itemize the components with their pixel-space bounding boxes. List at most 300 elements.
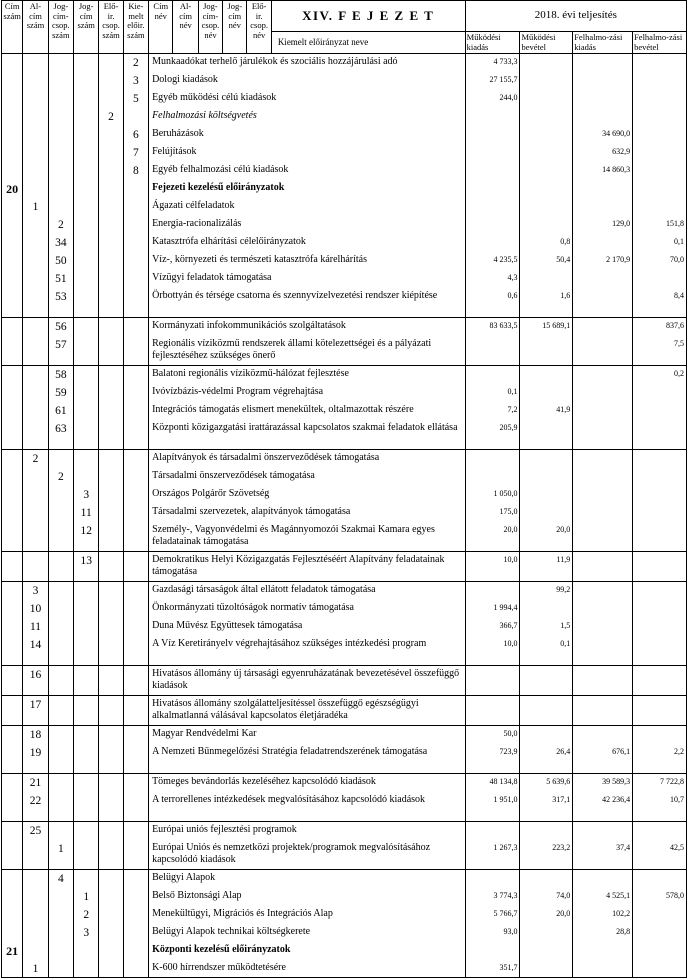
cell-mukodesi-kiadas: 351,7 <box>465 960 520 978</box>
table-row <box>2 522 687 552</box>
cell-felhalmozasi-kiadas <box>573 504 633 522</box>
budget-table <box>1 0 687 978</box>
cell-item-name: Menekültügyi, Migrációs és Integrációs Alap <box>149 906 466 924</box>
table-row <box>2 600 687 618</box>
cell-alcim-szam <box>23 522 48 552</box>
cell-item-name: Személy-, Vagyonvédelmi és Magánnyomozói Szakmai Kamara egyes feladatainak támogatása <box>149 522 466 552</box>
cell-eloircsop-szam <box>99 216 123 234</box>
cell-eloircsop-szam <box>99 126 123 144</box>
cell-mukodesi-kiadas: 10,0 <box>465 636 520 666</box>
cell-alcim-szam: 18 <box>23 726 48 744</box>
cell-jogcim-szam <box>74 420 99 450</box>
table-row <box>2 906 687 924</box>
cell-eloircsop-szam <box>99 600 123 618</box>
cell-alcim-szam <box>23 840 48 870</box>
cell-jogcimcsop-szam <box>48 180 73 198</box>
cell-mukodesi-kiadas: 1 050,0 <box>465 486 520 504</box>
cell-item-name: Munkaadókat terhelő járulékok és szociális hozzájárulási adó <box>149 54 466 72</box>
cell-kiemelt-szam: 8 <box>123 162 148 180</box>
cell-felhalmozasi-kiadas <box>573 696 633 726</box>
cell-jogcim-szam <box>74 636 99 666</box>
cell-mukodesi-kiadas: 27 155,7 <box>465 72 520 90</box>
table-row <box>2 870 687 888</box>
cell-eloircsop-szam <box>99 252 123 270</box>
cell-mukodesi-bevetel <box>520 144 573 162</box>
cell-cim-szam <box>2 618 23 636</box>
cell-jogcimcsop-szam <box>48 618 73 636</box>
cell-jogcim-szam <box>74 108 99 126</box>
cell-felhalmozasi-bevetel <box>633 468 687 486</box>
cell-mukodesi-kiadas <box>465 336 520 366</box>
cell-jogcim-szam: 1 <box>74 888 99 906</box>
cell-kiemelt-szam <box>123 774 148 792</box>
cell-felhalmozasi-bevetel <box>633 726 687 744</box>
cell-felhalmozasi-bevetel <box>633 696 687 726</box>
cell-mukodesi-kiadas: 366,7 <box>465 618 520 636</box>
cell-felhalmozasi-bevetel: 7 722,8 <box>633 774 687 792</box>
cell-kiemelt-szam <box>123 636 148 666</box>
cell-alcim-szam: 22 <box>23 792 48 822</box>
cell-kiemelt-szam <box>123 504 148 522</box>
cell-item-name: Országos Polgárőr Szövetség <box>149 486 466 504</box>
cell-item-name: Egyéb felhalmozási célú kiadások <box>149 162 466 180</box>
cell-mukodesi-bevetel <box>520 366 573 384</box>
cell-jogcimcsop-szam <box>48 744 73 774</box>
cell-kiemelt-szam <box>123 792 148 822</box>
cell-mukodesi-bevetel: 20,0 <box>520 522 573 552</box>
table-row <box>2 552 687 582</box>
cell-felhalmozasi-bevetel: 7,5 <box>633 336 687 366</box>
cell-jogcim-szam <box>74 336 99 366</box>
cell-mukodesi-kiadas <box>465 216 520 234</box>
cell-felhalmozasi-bevetel <box>633 822 687 840</box>
cell-eloircsop-szam <box>99 384 123 402</box>
cell-felhalmozasi-bevetel <box>633 108 687 126</box>
cell-felhalmozasi-kiadas <box>573 468 633 486</box>
cell-alcim-szam <box>23 234 48 252</box>
cell-jogcim-szam <box>74 252 99 270</box>
cell-felhalmozasi-kiadas: 676,1 <box>573 744 633 774</box>
cell-item-name: Víz-, környezeti és természeti katasztrófa kárelhárítás <box>149 252 466 270</box>
cell-kiemelt-szam <box>123 744 148 774</box>
cell-item-name: Hivatásos állomány új társasági egyenruházatának bevezetésével összefüggő kiadások <box>149 666 466 696</box>
cell-cim-szam <box>2 726 23 744</box>
cell-felhalmozasi-kiadas <box>573 198 633 216</box>
cell-eloircsop-szam <box>99 318 123 336</box>
cell-cim-szam <box>2 840 23 870</box>
table-row <box>2 696 687 726</box>
cell-mukodesi-bevetel: 317,1 <box>520 792 573 822</box>
cell-alcim-szam <box>23 504 48 522</box>
table-row <box>2 450 687 468</box>
cell-jogcimcsop-szam: 59 <box>48 384 73 402</box>
cell-alcim-szam <box>23 402 48 420</box>
cell-item-name: Felhalmozási költségvetés <box>149 108 466 126</box>
col-jogcim-nev: Jog-cím név <box>223 1 247 54</box>
cell-eloircsop-szam <box>99 792 123 822</box>
cell-felhalmozasi-kiadas <box>573 960 633 978</box>
cell-jogcimcsop-szam: 2 <box>48 468 73 486</box>
cell-mukodesi-kiadas: 1 951,0 <box>465 792 520 822</box>
cell-kiemelt-szam: 3 <box>123 72 148 90</box>
cell-jogcimcsop-szam <box>48 696 73 726</box>
col-jogcimcsop-szam: Jog-cím-csop. szám <box>48 1 73 54</box>
cell-eloircsop-szam <box>99 486 123 504</box>
cell-felhalmozasi-kiadas: 129,0 <box>573 216 633 234</box>
cell-jogcim-szam <box>74 468 99 486</box>
cell-kiemelt-szam: 6 <box>123 126 148 144</box>
cell-felhalmozasi-bevetel <box>633 72 687 90</box>
cell-felhalmozasi-kiadas: 39 589,3 <box>573 774 633 792</box>
cell-eloircsop-szam <box>99 402 123 420</box>
cell-felhalmozasi-kiadas <box>573 942 633 960</box>
cell-mukodesi-bevetel <box>520 870 573 888</box>
cell-mukodesi-bevetel: 5 639,6 <box>520 774 573 792</box>
cell-mukodesi-bevetel <box>520 504 573 522</box>
cell-mukodesi-bevetel <box>520 108 573 126</box>
cell-eloircsop-szam <box>99 180 123 198</box>
cell-item-name: Energia-racionalizálás <box>149 216 466 234</box>
cell-item-name: Európai Uniós és nemzetközi projektek/programok megvalósításához kapcsolódó kiadások <box>149 840 466 870</box>
table-row <box>2 180 687 198</box>
cell-kiemelt-szam <box>123 450 148 468</box>
cell-item-name: A terrorellenes intézkedések megvalósításához kapcsolódó kiadások <box>149 792 466 822</box>
cell-kiemelt-szam <box>123 582 148 600</box>
cell-alcim-szam <box>23 336 48 366</box>
cell-jogcim-szam <box>74 90 99 108</box>
cell-cim-szam <box>2 90 23 108</box>
cell-mukodesi-bevetel <box>520 180 573 198</box>
cell-mukodesi-kiadas: 20,0 <box>465 522 520 552</box>
cell-kiemelt-szam <box>123 840 148 870</box>
table-row <box>2 252 687 270</box>
cell-alcim-szam <box>23 468 48 486</box>
table-row <box>2 420 687 450</box>
cell-item-name: Gazdasági társaságok által ellátott feladatok támogatása <box>149 582 466 600</box>
cell-cim-szam <box>2 696 23 726</box>
cell-cim-szam: 20 <box>2 180 23 198</box>
cell-jogcim-szam <box>74 144 99 162</box>
cell-item-name: Duna Művész Együttesek támogatása <box>149 618 466 636</box>
cell-cim-szam <box>2 636 23 666</box>
cell-mukodesi-kiadas <box>465 666 520 696</box>
cell-cim-szam <box>2 792 23 822</box>
cell-cim-szam <box>2 318 23 336</box>
cell-kiemelt-szam <box>123 252 148 270</box>
cell-cim-szam <box>2 54 23 72</box>
cell-alcim-szam: 3 <box>23 582 48 600</box>
cell-mukodesi-kiadas: 205,9 <box>465 420 520 450</box>
cell-eloircsop-szam <box>99 666 123 696</box>
table-row <box>2 960 687 978</box>
cell-alcim-szam <box>23 870 48 888</box>
col-mukodesi-bevetel: Működési bevétel <box>520 32 573 54</box>
cell-eloircsop-szam <box>99 450 123 468</box>
cell-felhalmozasi-kiadas <box>573 384 633 402</box>
cell-jogcimcsop-szam: 51 <box>48 270 73 288</box>
cell-mukodesi-bevetel <box>520 198 573 216</box>
cell-jogcimcsop-szam <box>48 162 73 180</box>
cell-jogcimcsop-szam: 4 <box>48 870 73 888</box>
cell-eloircsop-szam <box>99 522 123 552</box>
cell-kiemelt-szam <box>123 420 148 450</box>
cell-kiemelt-szam <box>123 696 148 726</box>
cell-alcim-szam <box>23 384 48 402</box>
cell-eloircsop-szam <box>99 636 123 666</box>
cell-cim-szam <box>2 126 23 144</box>
cell-mukodesi-bevetel: 0,8 <box>520 234 573 252</box>
cell-jogcim-szam: 2 <box>74 906 99 924</box>
cell-cim-szam <box>2 366 23 384</box>
cell-jogcimcsop-szam <box>48 774 73 792</box>
cell-item-name: Örbottyán és térsége csatorna és szennyvízelvezetési rendszer kiépítése <box>149 288 466 318</box>
cell-cim-szam <box>2 486 23 504</box>
cell-mukodesi-kiadas: 1 267,3 <box>465 840 520 870</box>
cell-alcim-szam <box>23 54 48 72</box>
cell-kiemelt-szam <box>123 234 148 252</box>
cell-mukodesi-bevetel <box>520 162 573 180</box>
cell-felhalmozasi-kiadas <box>573 552 633 582</box>
cell-mukodesi-kiadas <box>465 942 520 960</box>
cell-mukodesi-kiadas: 1 994,4 <box>465 600 520 618</box>
cell-jogcim-szam <box>74 366 99 384</box>
table-row <box>2 888 687 906</box>
table-row <box>2 840 687 870</box>
cell-eloircsop-szam <box>99 744 123 774</box>
cell-item-name: Kormányzati infokommunikációs szolgáltatások <box>149 318 466 336</box>
cell-jogcimcsop-szam: 58 <box>48 366 73 384</box>
col-alcim-szam: Al-cím szám <box>23 1 48 54</box>
cell-jogcim-szam <box>74 180 99 198</box>
cell-jogcim-szam <box>74 384 99 402</box>
cell-cim-szam <box>2 822 23 840</box>
cell-felhalmozasi-bevetel <box>633 162 687 180</box>
cell-felhalmozasi-bevetel <box>633 144 687 162</box>
table-row <box>2 792 687 822</box>
cell-felhalmozasi-kiadas: 28,8 <box>573 924 633 942</box>
year-header: 2018. évi teljesítés <box>465 1 686 32</box>
cell-jogcimcsop-szam: 63 <box>48 420 73 450</box>
cell-jogcimcsop-szam <box>48 888 73 906</box>
col-kiemelt-nev: Kiemelt előirányzat neve <box>271 32 465 54</box>
cell-item-name: Regionális víziközmű rendszerek állami kötelezettségei és a pályázati fejlesztéséhez szükséges önerő <box>149 336 466 366</box>
table-row <box>2 234 687 252</box>
cell-jogcimcsop-szam: 57 <box>48 336 73 366</box>
cell-kiemelt-szam <box>123 288 148 318</box>
cell-alcim-szam <box>23 888 48 906</box>
cell-mukodesi-kiadas <box>465 108 520 126</box>
cell-mukodesi-bevetel <box>520 468 573 486</box>
cell-eloircsop-szam <box>99 552 123 582</box>
cell-kiemelt-szam <box>123 600 148 618</box>
cell-jogcim-szam <box>74 318 99 336</box>
cell-felhalmozasi-bevetel <box>633 54 687 72</box>
cell-eloircsop-szam <box>99 906 123 924</box>
cell-kiemelt-szam <box>123 618 148 636</box>
cell-jogcim-szam <box>74 288 99 318</box>
cell-cim-szam <box>2 420 23 450</box>
cell-felhalmozasi-kiadas <box>573 108 633 126</box>
cell-jogcimcsop-szam: 2 <box>48 216 73 234</box>
cell-mukodesi-bevetel: 20,0 <box>520 906 573 924</box>
cell-jogcim-szam <box>74 198 99 216</box>
cell-felhalmozasi-kiadas <box>573 666 633 696</box>
cell-mukodesi-bevetel <box>520 924 573 942</box>
cell-jogcimcsop-szam: 50 <box>48 252 73 270</box>
cell-felhalmozasi-bevetel <box>633 384 687 402</box>
cell-alcim-szam: 1 <box>23 960 48 978</box>
cell-jogcim-szam <box>74 618 99 636</box>
col-cim-szam: Cím szám <box>2 1 23 54</box>
cell-jogcim-szam <box>74 792 99 822</box>
cell-alcim-szam <box>23 72 48 90</box>
cell-kiemelt-szam <box>123 468 148 486</box>
cell-jogcim-szam <box>74 234 99 252</box>
cell-alcim-szam <box>23 486 48 504</box>
cell-eloircsop-szam <box>99 144 123 162</box>
cell-alcim-szam: 1 <box>23 198 48 216</box>
cell-jogcimcsop-szam: 34 <box>48 234 73 252</box>
cell-jogcimcsop-szam <box>48 486 73 504</box>
cell-felhalmozasi-kiadas <box>573 318 633 336</box>
table-row <box>2 726 687 744</box>
cell-felhalmozasi-bevetel <box>633 450 687 468</box>
cell-felhalmozasi-bevetel: 837,6 <box>633 318 687 336</box>
col-eloircsop-nev: Elő-ir. csop. név <box>247 1 271 54</box>
col-alcim-nev: Al-cím név <box>173 1 198 54</box>
table-row <box>2 468 687 486</box>
cell-alcim-szam <box>23 420 48 450</box>
cell-cim-szam <box>2 108 23 126</box>
cell-jogcimcsop-szam <box>48 54 73 72</box>
cell-item-name: Társadalmi önszerveződések támogatása <box>149 468 466 486</box>
cell-alcim-szam: 21 <box>23 774 48 792</box>
cell-alcim-szam <box>23 366 48 384</box>
cell-cim-szam <box>2 504 23 522</box>
table-row <box>2 924 687 942</box>
cell-cim-szam <box>2 600 23 618</box>
cell-felhalmozasi-kiadas: 102,2 <box>573 906 633 924</box>
cell-mukodesi-bevetel <box>520 384 573 402</box>
cell-mukodesi-kiadas <box>465 582 520 600</box>
cell-mukodesi-kiadas: 0,6 <box>465 288 520 318</box>
cell-jogcim-szam <box>74 726 99 744</box>
cell-kiemelt-szam <box>123 384 148 402</box>
cell-eloircsop-szam <box>99 336 123 366</box>
cell-felhalmozasi-bevetel <box>633 960 687 978</box>
cell-cim-szam <box>2 252 23 270</box>
cell-item-name: Hivatásos állomány szolgálatteljesítéssel összefüggő egészségügyi alkalmatlanná válásával kapcsolatos életjáradéka <box>149 696 466 726</box>
cell-felhalmozasi-bevetel: 151,8 <box>633 216 687 234</box>
cell-jogcimcsop-szam <box>48 924 73 942</box>
chapter-title: XIV. F E J E Z E T <box>271 1 465 32</box>
cell-eloircsop-szam <box>99 72 123 90</box>
cell-jogcim-szam <box>74 270 99 288</box>
cell-item-name: Belügyi Alapok <box>149 870 466 888</box>
cell-item-name: Társadalmi szervezetek, alapítványok támogatása <box>149 504 466 522</box>
cell-eloircsop-szam <box>99 198 123 216</box>
cell-mukodesi-bevetel <box>520 72 573 90</box>
cell-felhalmozasi-kiadas <box>573 54 633 72</box>
cell-item-name: A Víz Keretirányelv végrehajtásához szükséges intézkedési program <box>149 636 466 666</box>
cell-alcim-szam: 14 <box>23 636 48 666</box>
cell-mukodesi-kiadas <box>465 450 520 468</box>
cell-alcim-szam <box>23 90 48 108</box>
col-cim-nev: Cím név <box>149 1 173 54</box>
cell-cim-szam <box>2 744 23 774</box>
col-felhalmozasi-bevetel: Felhalmo-zási bevétel <box>633 32 687 54</box>
cell-alcim-szam <box>23 552 48 582</box>
table-row <box>2 774 687 792</box>
cell-jogcimcsop-szam <box>48 450 73 468</box>
cell-felhalmozasi-bevetel <box>633 270 687 288</box>
cell-mukodesi-kiadas <box>465 144 520 162</box>
cell-cim-szam <box>2 924 23 942</box>
cell-cim-szam: 21 <box>2 942 23 960</box>
cell-mukodesi-kiadas: 244,0 <box>465 90 520 108</box>
cell-jogcim-szam <box>74 942 99 960</box>
cell-kiemelt-szam <box>123 666 148 696</box>
cell-alcim-szam: 17 <box>23 696 48 726</box>
cell-jogcim-szam: 11 <box>74 504 99 522</box>
cell-item-name: Tömeges bevándorlás kezeléséhez kapcsolódó kiadások <box>149 774 466 792</box>
cell-cim-szam <box>2 162 23 180</box>
cell-jogcim-szam <box>74 582 99 600</box>
cell-jogcim-szam <box>74 162 99 180</box>
cell-alcim-szam <box>23 270 48 288</box>
cell-felhalmozasi-kiadas <box>573 270 633 288</box>
cell-felhalmozasi-bevetel: 70,0 <box>633 252 687 270</box>
cell-kiemelt-szam <box>123 486 148 504</box>
cell-item-name: Vízügyi feladatok támogatása <box>149 270 466 288</box>
cell-jogcim-szam: 13 <box>74 552 99 582</box>
cell-eloircsop-szam <box>99 924 123 942</box>
cell-item-name: Belső Biztonsági Alap <box>149 888 466 906</box>
cell-item-name: Beruházások <box>149 126 466 144</box>
cell-mukodesi-kiadas: 3 774,3 <box>465 888 520 906</box>
table-row <box>2 618 687 636</box>
cell-mukodesi-bevetel: 1,6 <box>520 288 573 318</box>
cell-alcim-szam: 10 <box>23 600 48 618</box>
cell-jogcim-szam <box>74 774 99 792</box>
cell-mukodesi-bevetel: 11,9 <box>520 552 573 582</box>
cell-felhalmozasi-bevetel <box>633 180 687 198</box>
cell-felhalmozasi-bevetel <box>633 522 687 552</box>
cell-felhalmozasi-bevetel <box>633 90 687 108</box>
cell-mukodesi-kiadas: 723,9 <box>465 744 520 774</box>
table-row <box>2 666 687 696</box>
cell-eloircsop-szam <box>99 942 123 960</box>
cell-felhalmozasi-kiadas <box>573 600 633 618</box>
cell-mukodesi-bevetel: 15 689,1 <box>520 318 573 336</box>
cell-jogcim-szam <box>74 696 99 726</box>
cell-kiemelt-szam <box>123 216 148 234</box>
cell-mukodesi-kiadas: 7,2 <box>465 402 520 420</box>
cell-eloircsop-szam <box>99 504 123 522</box>
cell-felhalmozasi-bevetel <box>633 486 687 504</box>
cell-alcim-szam <box>23 144 48 162</box>
table-row <box>2 90 687 108</box>
cell-felhalmozasi-bevetel <box>633 600 687 618</box>
cell-alcim-szam <box>23 162 48 180</box>
cell-item-name: Fejezeti kezelésű előirányzatok <box>149 180 466 198</box>
cell-mukodesi-bevetel: 0,1 <box>520 636 573 666</box>
cell-kiemelt-szam: 7 <box>123 144 148 162</box>
cell-kiemelt-szam <box>123 870 148 888</box>
cell-alcim-szam <box>23 906 48 924</box>
cell-jogcimcsop-szam <box>48 960 73 978</box>
cell-felhalmozasi-kiadas <box>573 450 633 468</box>
